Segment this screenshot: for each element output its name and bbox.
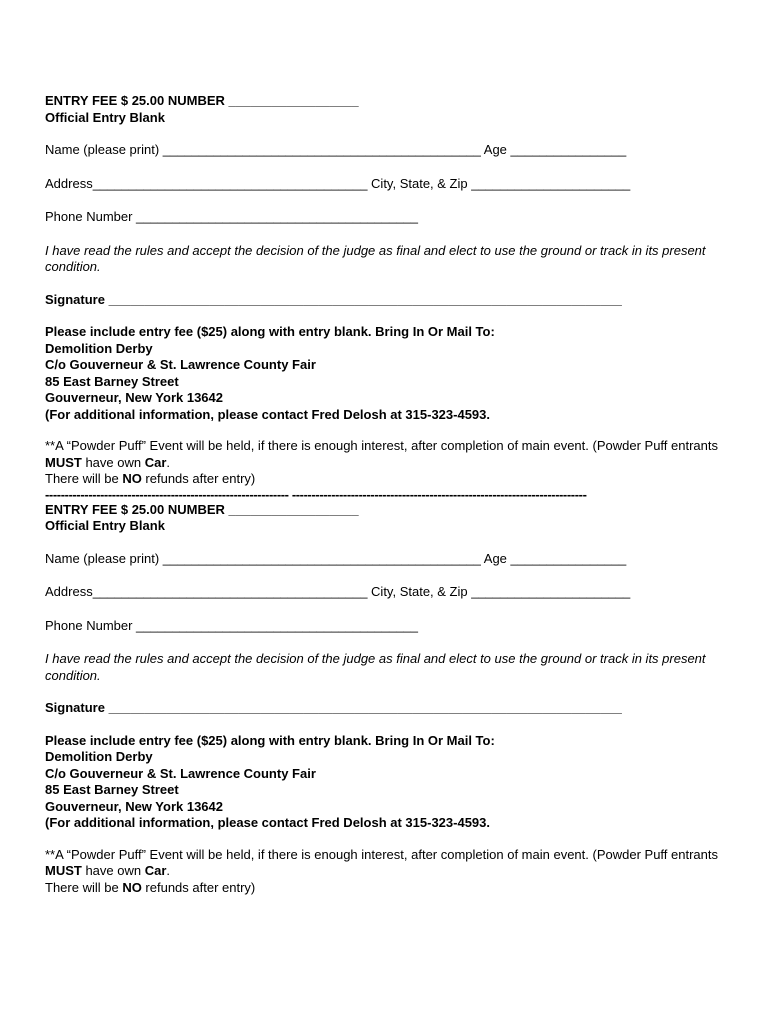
signature-line: Signature _______________________________________________________________________ [45,291,622,307]
mail-line: Gouverneur, New York 13642 [45,390,223,405]
note-emphasis: Car [144,454,167,470]
form-subtitle: Official Entry Blank [45,109,165,125]
note-text: have own [81,454,145,470]
mail-line: Please include entry fee ($25) along with entry blank. Bring In Or Mail To: [45,732,495,748]
name-age-line: Name (please print) ____________________________________________ Age ________________ [45,550,627,566]
powder-puff-note [45,438,735,471]
note-emphasis: Car [144,863,167,878]
note-text: There will be [45,879,123,895]
agreement-text: I have read the rules and accept the decision of the judge as final and elect to use the ground or track in its present condition. [45,651,706,683]
form-subtitle: Official Entry Blank [45,518,165,533]
mail-line: Demolition Derby [45,749,153,764]
refund-note [45,471,735,488]
note-text: There will be [45,471,123,486]
note-text: **A “Powder Puff” Event will be held, if there is enough interest, after completion of main event. (Powder Puff entrants [45,438,718,453]
mail-line: Please include entry fee ($25) along with entry blank. Bring In Or Mail To: [45,324,495,339]
note-text: . [166,863,171,878]
mail-line: 85 East Barney Street [45,373,179,389]
phone-line: Phone Number _______________________________________ [45,617,419,633]
signature-line: Signature _______________________________________________________________________ [45,700,622,715]
cut-line-divider: -------------------------------------------------------------- --------------------------------------------------------------------------- [45,487,587,502]
address-line: Address______________________________________ City, State, & Zip ______________________ [45,584,631,599]
agreement-text: I have read the rules and accept the decision of the judge as final and elect to use the ground or track in its present condition. [45,242,706,274]
mail-instructions [45,324,735,423]
mail-line: C/o Gouverneur & St. Lawrence County Fair [45,357,316,372]
note-emphasis: NO [122,879,142,895]
mail-line: C/o Gouverneur & St. Lawrence County Fair [45,765,316,781]
mail-instructions [45,733,735,832]
note-text: . [166,454,171,470]
entry-form-2 [45,502,735,897]
note-text: refunds after entry) [141,471,256,486]
mail-line: 85 East Barney Street [45,782,179,797]
entry-fee-header: ENTRY FEE $ 25.00 NUMBER __________________ [45,93,359,108]
entry-fee-header: ENTRY FEE $ 25.00 NUMBER __________________ [45,501,359,517]
mail-line: Demolition Derby [45,340,153,356]
powder-puff-note [45,847,735,880]
note-text: refunds after entry) [141,879,256,895]
note-emphasis: MUST [45,863,82,878]
note-emphasis: NO [122,471,142,486]
document-page [45,93,735,896]
mail-line: (For additional information, please contact Fred Delosh at 315-323-4593. [45,406,491,422]
note-text: **A “Powder Puff” Event will be held, if there is enough interest, after completion of main event. (Powder Puff entrants [45,846,718,862]
note-text: have own [81,863,145,878]
refund-note [45,880,735,897]
address-line: Address______________________________________ City, State, & Zip ______________________ [45,175,631,191]
note-emphasis: MUST [45,454,82,470]
name-age-line: Name (please print) ____________________________________________ Age ________________ [45,142,627,157]
phone-line: Phone Number _______________________________________ [45,209,419,224]
entry-form-1 [45,93,735,488]
mail-line: (For additional information, please contact Fred Delosh at 315-323-4593. [45,815,491,830]
mail-line: Gouverneur, New York 13642 [45,798,223,814]
